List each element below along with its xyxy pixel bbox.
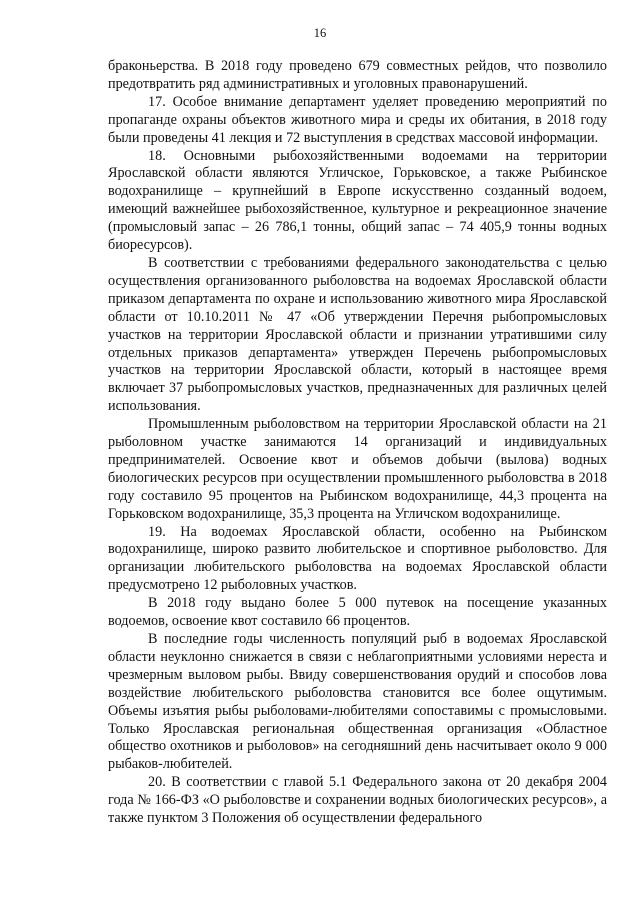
paragraph-18: 18. Основными рыбохозяйственными водоемами на территории Ярославской области являются Угличское, Горьковское, а также Рыбинское водохранилище – крупнейший в Европе искусственно созданный водоем, имеющий важнейшее рыбохозяйственное, культурное и рекреационное значение (промысловый запас – 26 786,1 тонны, общий запас – 74 405,9 тонны водных биоресурсов). [108, 147, 607, 254]
paragraph-18-fishing-sites: В соответствии с требованиями федерального законодательства с целью осуществления организованного рыболовства на водоемах Ярославской области приказом департамента по охране и использованию животного мира Ярославской области от 10.10.2011 № 47 «Об утверждении Перечня рыбопромысловых участков на территории Ярославской области и признании утратившими силу отдельных приказов департамента» утвержден Перечень рыбопромысловых участков на территории Ярославской области, который в настоящее время включает 37 рыбопромысловых участков, предназначенных для различных целей использования. [108, 254, 607, 415]
paragraph-19-permits: В 2018 году выдано более 5 000 путевок на посещение указанных водоемов, освоение квот составило 66 процентов. [108, 595, 607, 630]
paragraph-continuation: браконьерства. В 2018 году проведено 679 совместных рейдов, что позволило предотвратить ряд административных и уголовных правонарушений. [108, 58, 607, 92]
paragraph-19-fish-population: В последние годы численность популяций рыб в водоемах Ярославской области неуклонно снижается в связи с неблагоприятными условиями нереста и чрезмерным выловом рыбы. Ввиду совершенствования орудий и способов лова воздействие любительского рыболовства становится все более ощутимым. Объемы изъятия рыбы рыболовами-любителями сопоставимы с промысловыми. Только Ярославская региональная общественная организация «Областное общество охотников и рыболовов» на сегодняшний день насчитывает около 9 000 рыбаков-любителей. [108, 631, 607, 773]
paragraph-20: 20. В соответствии с главой 5.1 Федерального закона от 20 декабря 2004 года № 166-ФЗ «О рыболовстве и сохранении водных биологических ресурсов», а также пунктом 3 Положения об осуществлении федерального [108, 774, 607, 827]
document-body [108, 58, 607, 828]
paragraph-19: 19. На водоемах Ярославской области, особенно на Рыбинском водохранилище, широко развито любительское и спортивное рыболовство. Для организации любительского рыболовства на водоемах Ярославской области предусмотрено 12 рыболовных участков. [108, 523, 607, 594]
paragraph-17: 17. Особое внимание департамент уделяет проведению мероприятий по пропаганде охраны объектов животного мира и среды их обитания, в 2018 году были проведены 41 лекция и 72 выступления в средствах массовой информации. [108, 93, 607, 146]
page-number: 16 [313, 26, 327, 40]
paragraph-18-industrial-fishing: Промышленным рыболовством на территории Ярославской области на 21 рыболовном участке занимаются 14 организаций и индивидуальных предпринимателей. Освоение квот и объемов добычи (вылова) водных биологических ресурсов при осуществлении промышленного рыболовства в 2018 году составило 95 процентов на Рыбинском водохранилище, 44,3 процента на Горьковском водохранилище, 35,3 процента на Угличском водохранилище. [108, 416, 607, 522]
